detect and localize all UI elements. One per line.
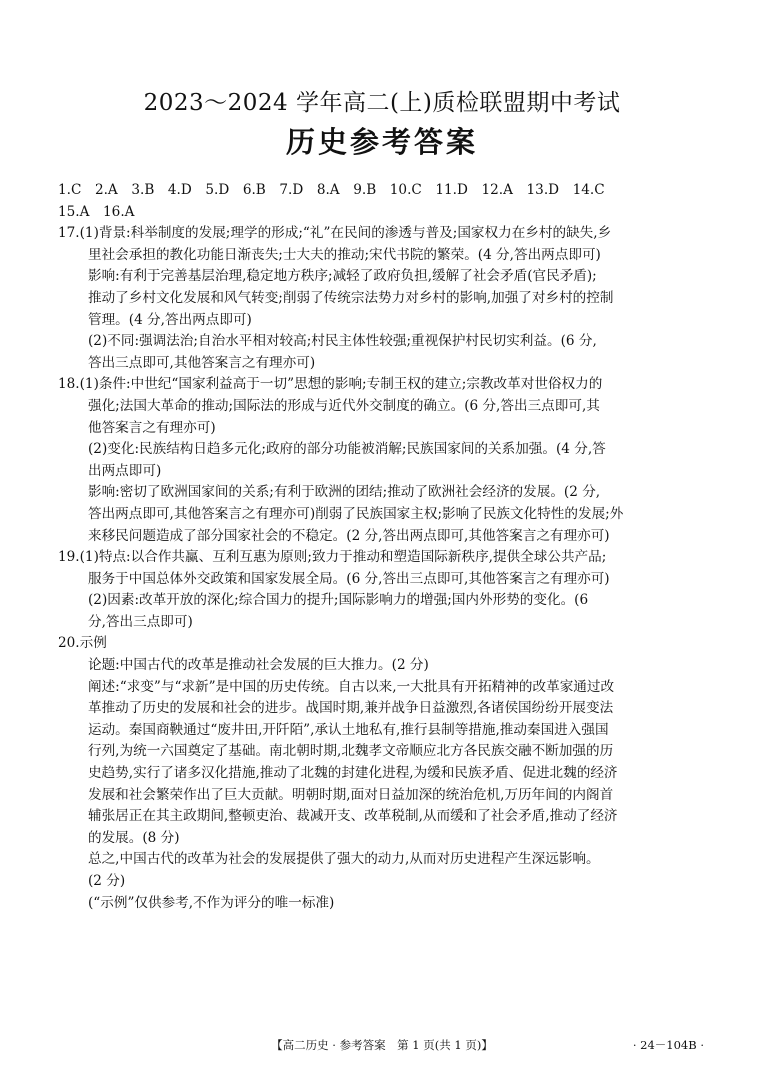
text-line: 18.(1)条件:中世纪“国家利益高于一切”思想的影响;专制王权的建立;宗教改革对世俗权力的 (58, 376, 603, 393)
text-line: 管理。(4 分,答出两点即可) (88, 311, 252, 328)
text-line: 里社会承担的教化功能日渐丧失;士大夫的推动;宋代书院的繁荣。(4 分,答出两点即可) (88, 246, 601, 263)
text-line: 总之,中国古代的改革为社会的发展提供了强大的动力,从而对历史进程产生深远影响。 (88, 851, 600, 868)
answer-content (58, 180, 708, 914)
text-line: 阐述:“求变”与“求新”是中国的历史传统。自古以来,一大批具有开拓精神的改革家通过改 (88, 678, 615, 695)
text-line: 的发展。(8 分) (88, 829, 180, 846)
text-line: 影响:有利于完善基层治理,稳定地方秩序;减轻了政府负担,缓解了社会矛盾(官民矛盾); (88, 268, 597, 285)
text-line: 发展和社会繁荣作出了巨大贡献。明朝时期,面对日益加深的统治危机,万历年间的内阁首 (88, 786, 614, 803)
text-line: 运动。秦国商鞅通过“废井田,开阡陌”,承认土地私有,推行县制等措施,推动秦国进入强国 (88, 721, 609, 738)
text-line: 史趋势,实行了诸多汉化措施,推动了北魏的封建化进程,为缓和民族矛盾、促进北魏的经济 (88, 765, 618, 782)
text-line: 影响:密切了欧洲国家间的关系;有利于欧洲的团结;推动了欧洲社会经济的发展。(2 分, (88, 484, 601, 501)
text-line: 20.示例 (58, 635, 107, 652)
text-line: 他答案言之有理亦可) (88, 419, 216, 436)
text-line: 辅张居正在其主政期间,整顿吏治、裁减开支、改革税制,从而缓和了社会矛盾,推动了经济 (88, 808, 618, 825)
footer-page-info: 【高二历史 · 参考答案 第 1 页(共 1 页)】 (271, 1038, 493, 1052)
text-line: 来移民问题造成了部分国家社会的不稳定。(2 分,答出两点即可,其他答案言之有理亦可) (88, 527, 610, 544)
text-line: 服务于中国总体外交政策和国家发展全局。(6 分,答出三点即可,其他答案言之有理亦可) (88, 570, 610, 587)
text-line: 15.A 16.A (58, 203, 135, 220)
text-line: 强化;法国大革命的推动;国际法的形成与近代外交制度的确立。(6 分,答出三点即可,其 (88, 397, 600, 414)
text-line: (2)不同:强调法治;自治水平相对较高;村民主体性较强;重视保护村民切实利益。(6 分, (88, 333, 597, 350)
text-line: 行列,为统一六国奠定了基础。南北朝时期,北魏孝文帝顺应北方各民族交融不断加强的历 (88, 743, 614, 760)
text-line: 论题:中国古代的改革是推动社会发展的巨大推力。(2 分) (88, 657, 429, 674)
footer-code: · 24－104B · (632, 1038, 704, 1052)
text-line: (“示例”仅供参考,不作为评分的唯一标准) (88, 894, 335, 911)
text-line: 革推动了历史的发展和社会的进步。战国时期,兼并战争日益激烈,各诸侯国纷纷开展变法 (88, 700, 614, 717)
text-line: 19.(1)特点:以合作共赢、互利互惠为原则;致力于推动和塑造国际新秩序,提供全球公共产品; (58, 549, 607, 566)
text-line: 推动了乡村文化发展和风气转变;削弱了传统宗法势力对乡村的影响,加强了对乡村的控制 (88, 289, 614, 306)
document-title: 2023～2024 学年高二(上)质检联盟期中考试 (143, 90, 621, 116)
text-line: 答出三点即可,其他答案言之有理亦可) (88, 354, 316, 371)
text-line: 出两点即可) (88, 462, 162, 479)
text-line: 分,答出三点即可) (88, 613, 193, 630)
text-line: 1.C 2.A 3.B 4.D 5.D 6.B 7.D 8.A 9.B 10.C 11.D 12.A 13.D 14.C (58, 182, 605, 198)
text-line: 答出两点即可,其他答案言之有理亦可)削弱了民族国家主权;影响了民族文化特性的发展;外 (88, 505, 624, 522)
text-line: (2)因素:改革开放的深化;综合国力的提升;国际影响力的增强;国内外形势的变化。(6 (88, 592, 589, 609)
text-line: (2 分) (88, 873, 126, 889)
document-subtitle: 历史参考答案 (285, 125, 478, 159)
text-line: (2)变化:民族结构日趋多元化;政府的部分功能被消解;民族国家间的关系加强。(4 分,答 (88, 441, 606, 458)
text-line: 17.(1)背景:科举制度的发展;理学的形成;“礼”在民间的渗透与普及;国家权力在乡村的缺失,乡 (58, 225, 612, 242)
